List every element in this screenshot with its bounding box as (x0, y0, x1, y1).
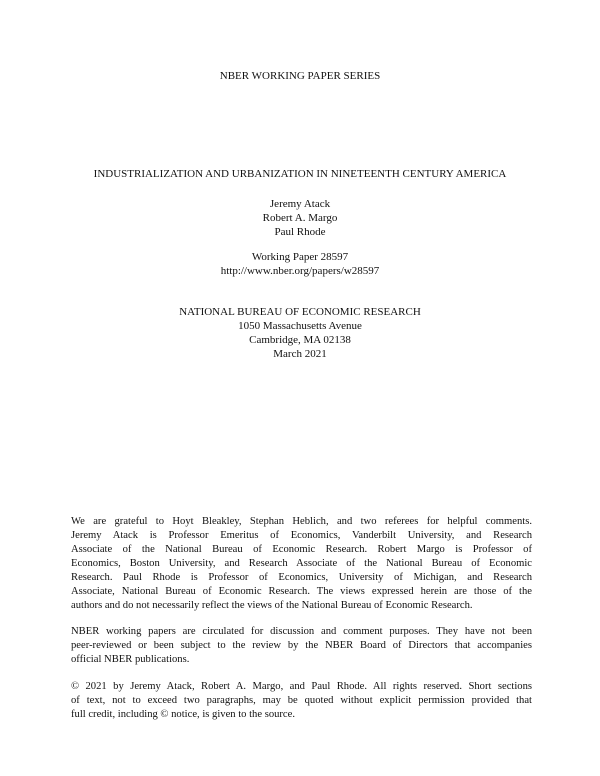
copyright-paragraph (71, 680, 532, 722)
acknowledgements-line: Jeremy Atack is Professor Emeritus of Economics, Vanderbilt University, and Research (71, 530, 532, 541)
copyright-line: full credit, including © notice, is given to the source. (71, 709, 295, 720)
acknowledgements-line: Research. Paul Rhode is Professor of Economics, University of Michigan, and Research (71, 572, 532, 583)
publisher-city: Cambridge, MA 02138 (249, 334, 351, 346)
author-2: Robert A. Margo (262, 212, 338, 224)
publisher-street: 1050 Massachusetts Avenue (238, 320, 362, 332)
author-1: Jeremy Atack (269, 198, 331, 210)
disclaimer-line: peer-reviewed or been subject to the review by the NBER Board of Directors that accompanies (71, 640, 532, 651)
publication-date: March 2021 (273, 348, 327, 360)
copyright-line: © 2021 by Jeremy Atack, Robert A. Margo, and Paul Rhode. All rights reserved. Short sections (71, 681, 532, 692)
acknowledgements-line: Economics, Boston University, and Research Associate of the National Bureau of Economic (71, 558, 532, 569)
disclaimer-paragraph (71, 625, 532, 667)
working-paper-url[interactable]: http://www.nber.org/papers/w28597 (220, 265, 380, 277)
disclaimer-line: official NBER publications. (71, 654, 190, 665)
series-heading: NBER WORKING PAPER SERIES (219, 70, 381, 82)
working-paper-number: Working Paper 28597 (251, 251, 349, 263)
disclaimer-line: NBER working papers are circulated for discussion and comment purposes. They have not been (71, 626, 532, 637)
publisher-name: NATIONAL BUREAU OF ECONOMIC RESEARCH (179, 306, 421, 318)
copyright-line: of text, not to exceed two paragraphs, may be quoted without explicit permission provided that (71, 695, 532, 706)
paper-title: INDUSTRIALIZATION AND URBANIZATION IN NINETEENTH CENTURY AMERICA (93, 168, 507, 180)
acknowledgements-line: authors and do not necessarily reflect the views of the National Bureau of Economic Research. (71, 600, 473, 611)
acknowledgements-line: Associate of the National Bureau of Economic Research. Robert Margo is Professor of (71, 544, 532, 555)
author-3: Paul Rhode (274, 226, 326, 238)
acknowledgements-line: We are grateful to Hoyt Bleakley, Stephan Heblich, and two referees for helpful comments. (71, 516, 532, 527)
acknowledgements-paragraph (71, 515, 532, 613)
acknowledgements-line: Associate, National Bureau of Economic Research. The views expressed herein are those of the (71, 586, 532, 597)
